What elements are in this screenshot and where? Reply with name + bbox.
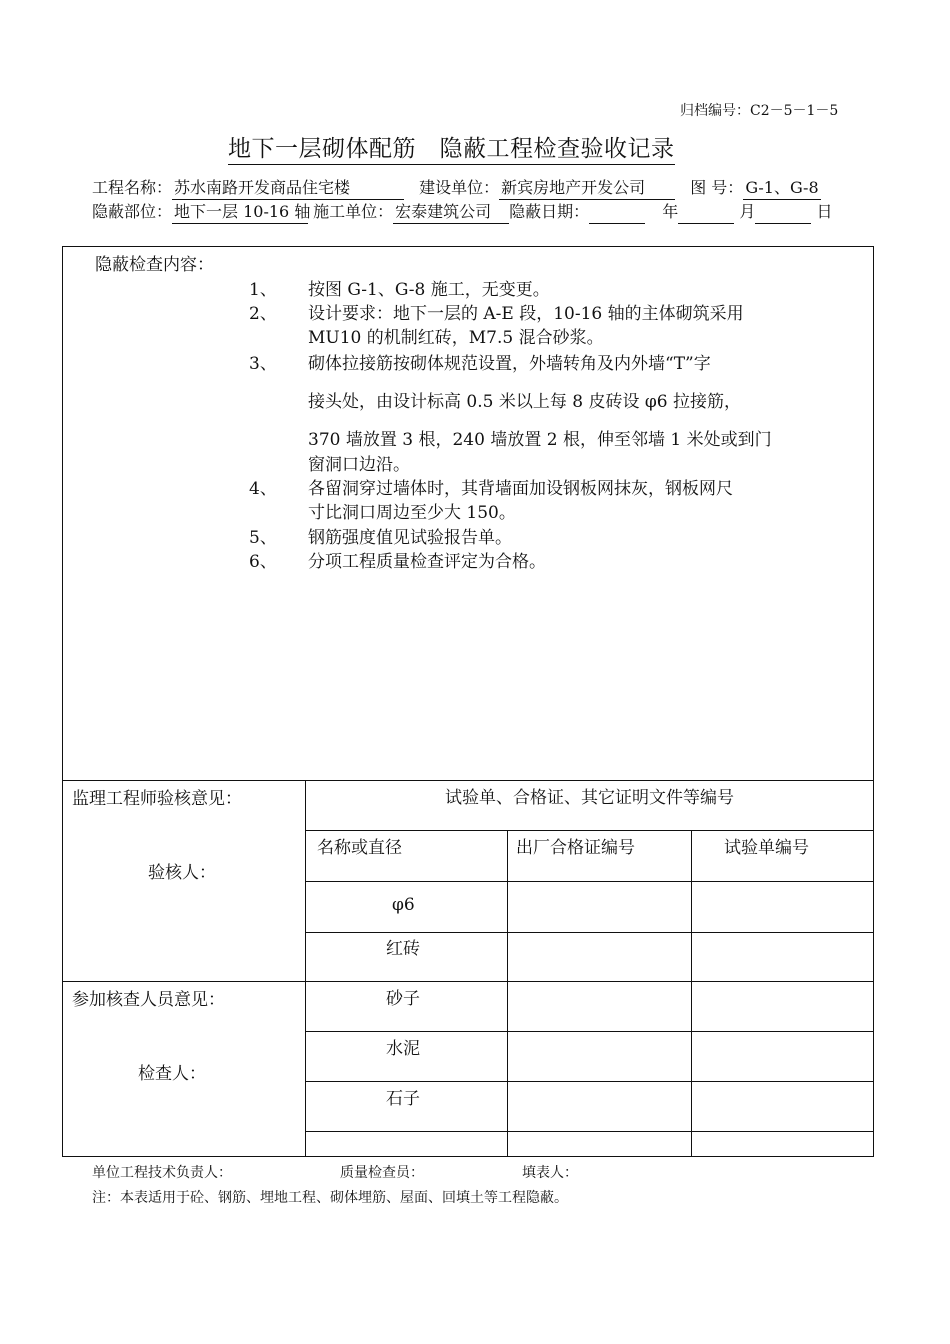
project-info-row-2 xyxy=(92,199,832,224)
builder-value: 新宾房地产开发公司 xyxy=(499,175,675,200)
item-5-number: 5、 xyxy=(249,528,277,548)
cert-table-title: 试验单、合格证、其它证明文件等编号 xyxy=(445,788,734,808)
cert-row-name: 砂子 xyxy=(386,989,420,1009)
table-vline-left-section xyxy=(305,780,306,1157)
hidden-part-label: 隐蔽部位： xyxy=(92,202,173,221)
item-6-number: 6、 xyxy=(249,552,277,572)
cert-row-name: 石子 xyxy=(386,1089,420,1109)
table-vline-col-2 xyxy=(507,830,508,1157)
footer-note: 注：本表适用于砼、钢筋、埋地工程、砌体埋筋、屋面、回填土等工程隐蔽。 xyxy=(92,1190,568,1206)
cert-row-name: 红砖 xyxy=(386,939,420,959)
project-info-row-1 xyxy=(92,175,821,200)
item-3-line-4: 窗洞口边沿。 xyxy=(308,455,410,475)
table-divider-cert-title xyxy=(305,830,874,831)
hidden-part-value: 地下一层 10-16 轴 xyxy=(172,199,308,224)
item-4-line-1: 各留洞穿过墙体时，其背墙面加设钢板网抹灰，钢板网尺 xyxy=(308,479,733,499)
item-4-number: 4、 xyxy=(249,479,277,499)
year-label: 年 xyxy=(662,202,679,221)
verifier-label: 验核人： xyxy=(148,863,216,883)
table-vline-col-3 xyxy=(691,830,692,1157)
table-divider-cert-header xyxy=(305,881,874,882)
footer-tech-lead: 单位工程技术负责人： xyxy=(92,1165,232,1181)
day-label: 日 xyxy=(816,202,833,221)
inspector-label: 检查人： xyxy=(138,1064,206,1084)
item-1-number: 1、 xyxy=(249,280,277,300)
item-2-line-2: MU10 的机制红砖，M7.5 混合砂浆。 xyxy=(308,328,604,348)
footer-form-filler: 填表人： xyxy=(522,1165,578,1181)
date-month-blank xyxy=(678,206,734,224)
project-name-label: 工程名称： xyxy=(92,178,173,197)
drawing-label: 图 号： xyxy=(690,178,744,197)
page-title: 地下一层砌体配筋 隐蔽工程检查验收记录 xyxy=(228,130,675,165)
inspection-table xyxy=(62,246,874,1157)
table-divider-content xyxy=(62,780,874,781)
contractor-value: 宏泰建筑公司 xyxy=(393,199,509,224)
table-divider-row-4 xyxy=(305,1081,874,1082)
item-4-line-2: 寸比洞口周边至少大 150。 xyxy=(308,503,516,523)
hidden-date-label: 隐蔽日期： xyxy=(509,202,590,221)
month-label: 月 xyxy=(739,202,756,221)
item-1-line-1: 按图 G-1、G-8 施工，无变更。 xyxy=(308,280,550,300)
item-3-line-2: 接头处，由设计标高 0.5 米以上每 8 皮砖设 φ6 拉接筋， xyxy=(308,392,741,412)
table-divider-row-5 xyxy=(305,1131,874,1132)
item-3-line-1: 砌体拉接筋按砌体规范设置，外墙转角及内外墙“T”字 xyxy=(308,354,711,374)
item-2-number: 2、 xyxy=(249,304,277,324)
cert-row-name: 水泥 xyxy=(386,1039,420,1059)
table-divider-row-1 xyxy=(305,932,874,933)
supervisor-opinion-label: 监理工程师验核意见： xyxy=(72,789,242,809)
table-divider-row-2 xyxy=(62,981,874,982)
drawing-value: G-1、G-8 xyxy=(743,175,820,200)
item-2-line-1: 设计要求：地下一层的 A-E 段，10-16 轴的主体砌筑采用 xyxy=(308,304,744,324)
builder-label: 建设单位： xyxy=(419,178,500,197)
item-6-line-1: 分项工程质量检查评定为合格。 xyxy=(308,552,546,572)
cert-header-factory-cert: 出厂合格证编号 xyxy=(516,838,635,858)
cert-row-name: φ6 xyxy=(392,895,415,915)
contractor-label: 施工单位： xyxy=(313,202,394,221)
table-divider-row-3 xyxy=(305,1031,874,1032)
date-year-blank xyxy=(589,206,645,224)
cert-header-test-report: 试验单编号 xyxy=(724,838,809,858)
participants-opinion-label: 参加核查人员意见： xyxy=(72,990,225,1010)
content-label: 隐蔽检查内容： xyxy=(95,255,214,275)
cert-header-name: 名称或直径 xyxy=(317,838,402,858)
item-5-line-1: 钢筋强度值见试验报告单。 xyxy=(308,528,512,548)
footer-quality-inspector: 质量检查员： xyxy=(340,1165,424,1181)
item-3-number: 3、 xyxy=(249,354,277,374)
archive-number: 归档编号：C2－5－1－5 xyxy=(680,103,839,119)
date-day-blank xyxy=(755,206,811,224)
project-name-value: 苏水南路开发商品住宅楼 xyxy=(172,175,404,200)
item-3-line-3: 370 墙放置 3 根，240 墙放置 2 根，伸至邻墙 1 米处或到门 xyxy=(308,430,772,450)
